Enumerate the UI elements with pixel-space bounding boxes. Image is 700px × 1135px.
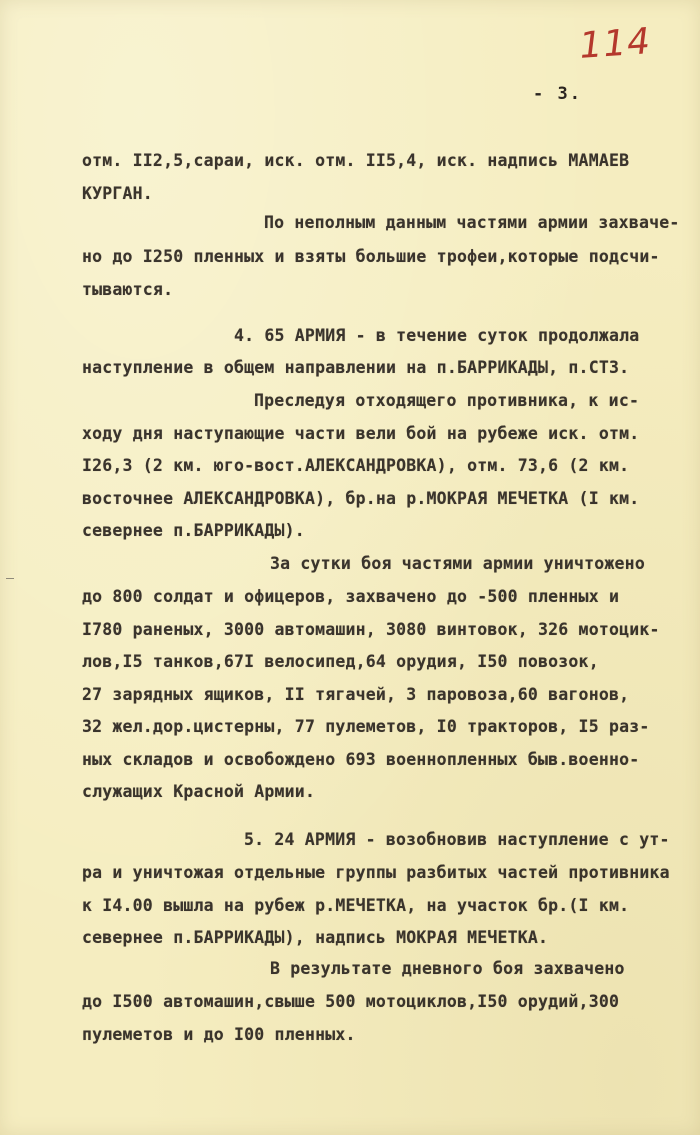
page-number: - 3. xyxy=(533,84,582,104)
margin-mark xyxy=(6,578,14,579)
text-line: к I4.00 вышла на рубеж р.МЕЧЕТКА, на участок бр.(I км. xyxy=(82,896,630,915)
text-line: КУРГАН. xyxy=(82,184,153,203)
text-line: до I500 автомашин,свыше 500 мотоциклов,I50 орудий,300 xyxy=(82,992,620,1011)
text-line: ходу дня наступающие части вели бой на рубеже иск. отм. xyxy=(82,424,640,443)
text-line: тываются. xyxy=(82,280,174,299)
text-line: Преследуя отходящего противника, к ис- xyxy=(254,391,640,410)
archive-sheet-number: 114 xyxy=(578,20,653,67)
text-line: 27 зарядных ящиков, II тягачей, 3 паровоза,60 вагонов, xyxy=(82,685,630,704)
text-line: ных складов и освобождено 693 военнопленных быв.военно- xyxy=(82,750,640,769)
text-line: 4. 65 АРМИЯ - в течение суток продолжала xyxy=(234,326,640,345)
text-line: I780 раненых, 3000 автомашин, 3080 винтовок, 326 мотоцик- xyxy=(82,620,660,639)
text-line: В результате дневного боя захвачено xyxy=(270,959,625,978)
text-line: до 800 солдат и офицеров, захвачено до -500 пленных и xyxy=(82,587,620,606)
text-line: восточнее АЛЕКСАНДРОВКА), бр.на р.МОКРАЯ МЕЧЕТКА (I км. xyxy=(82,489,640,508)
text-line: лов,I5 танков,67I велосипед,64 орудия, I50 повозок, xyxy=(82,652,599,671)
text-line: отм. II2,5,сараи, иск. отм. II5,4, иск. надпись МАМАЕВ xyxy=(82,151,630,170)
text-line: севернее п.БАРРИКАДЫ), надпись МОКРАЯ МЕЧЕТКА. xyxy=(82,928,549,947)
text-line: ра и уничтожая отдельные группы разбитых частей противника xyxy=(82,863,670,882)
text-line: но до I250 пленных и взяты большие трофеи,которые подсчи- xyxy=(82,247,660,266)
text-line: 5. 24 АРМИЯ - возобновив наступление с ут- xyxy=(244,830,670,849)
text-line: За сутки боя частями армии уничтожено xyxy=(270,554,645,573)
text-line: севернее п.БАРРИКАДЫ). xyxy=(82,521,305,540)
text-line: пулеметов и до I00 пленных. xyxy=(82,1025,356,1044)
text-line: наступление в общем направлении на п.БАРРИКАДЫ, п.СТЗ. xyxy=(82,358,630,377)
text-line: По неполным данным частями армии захваче- xyxy=(264,213,680,232)
text-line: 32 жел.дор.цистерны, 77 пулеметов, I0 тракторов, I5 раз- xyxy=(82,717,650,736)
text-line: I26,3 (2 км. юго-вост.АЛЕКСАНДРОВКА), отм. 73,6 (2 км. xyxy=(82,456,630,475)
text-line: служащих Красной Армии. xyxy=(82,782,316,801)
